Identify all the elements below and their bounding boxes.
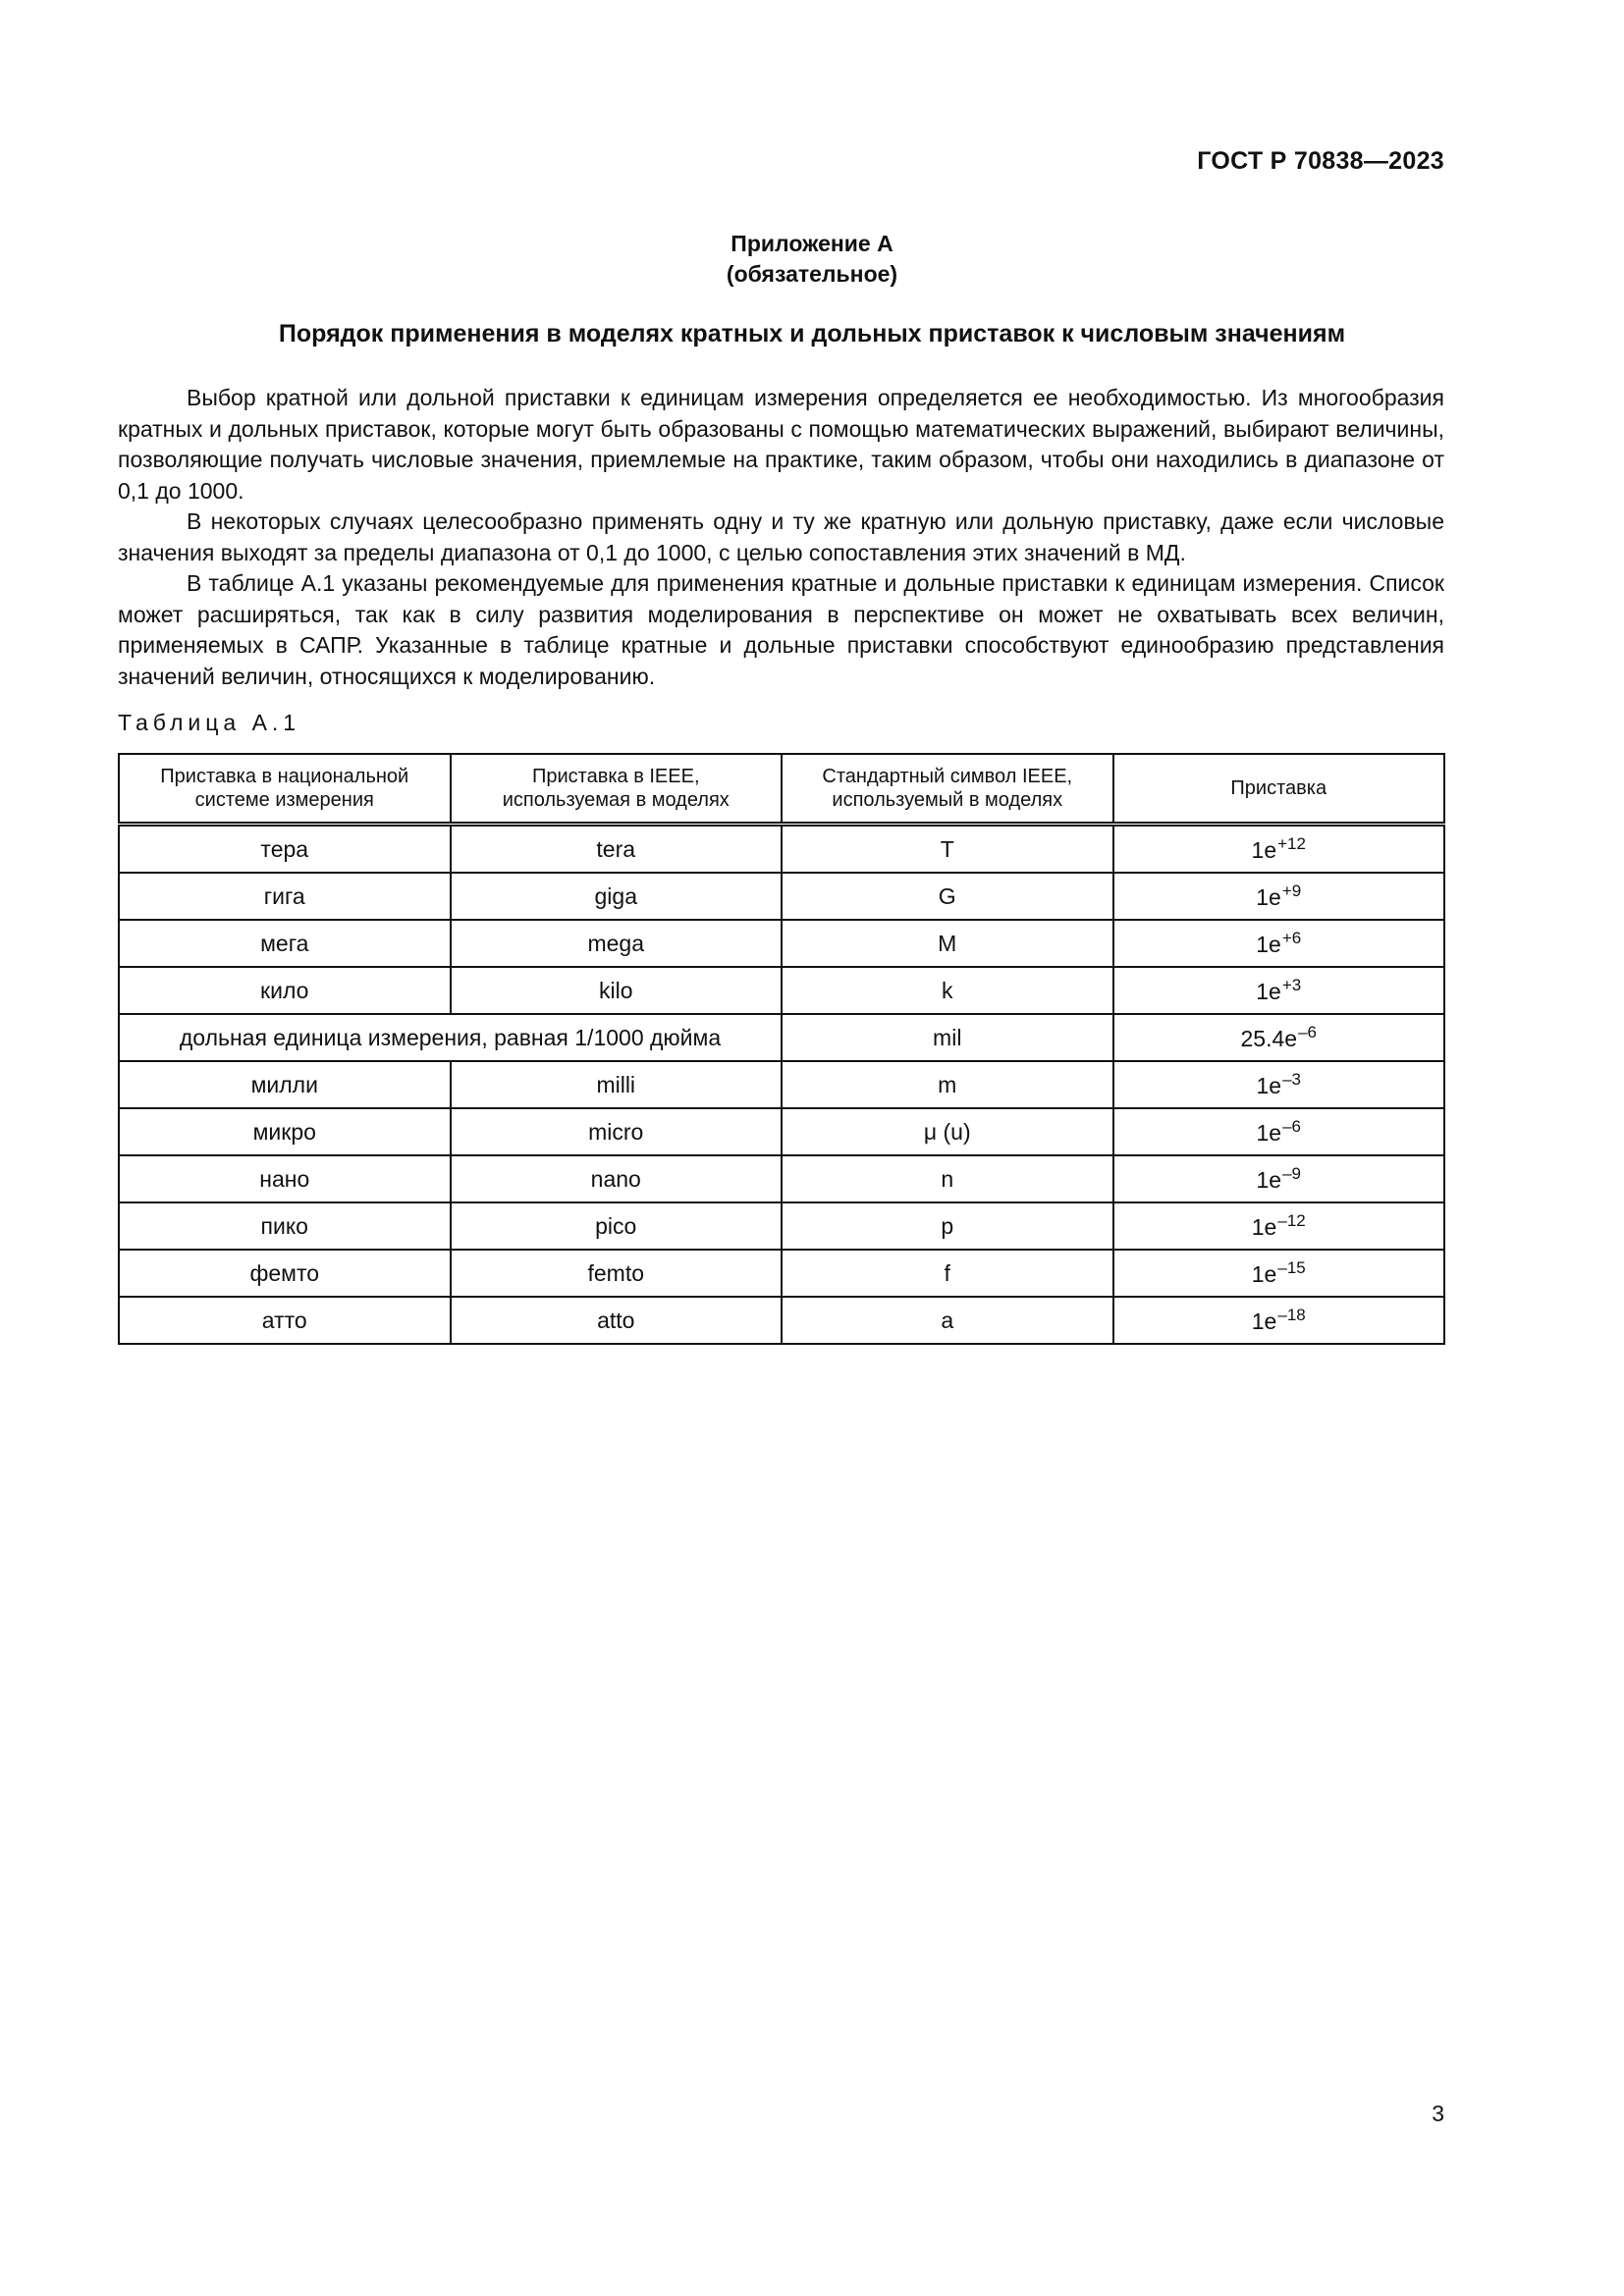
table-row bbox=[119, 920, 1444, 967]
table-row bbox=[119, 1014, 1444, 1061]
exponent: +9 bbox=[1281, 881, 1302, 900]
table-row bbox=[119, 1202, 1444, 1250]
cell-value: 1e–9 bbox=[1113, 1155, 1445, 1202]
exponent: –9 bbox=[1282, 1164, 1301, 1183]
exponent: +6 bbox=[1281, 929, 1302, 947]
table-header-row bbox=[119, 754, 1444, 825]
cell-value: 1e+6 bbox=[1113, 920, 1445, 967]
header-prefix-value: Приставка bbox=[1113, 754, 1445, 825]
cell-value: 1e–6 bbox=[1113, 1108, 1445, 1155]
cell-national: мега bbox=[119, 920, 451, 967]
cell-symbol: f bbox=[782, 1250, 1113, 1297]
cell-value: 1e–18 bbox=[1113, 1297, 1445, 1344]
header-ieee-symbol: Стандартный символ IEEE, используемый в моделях bbox=[782, 754, 1113, 825]
cell-symbol: mil bbox=[782, 1014, 1113, 1061]
cell-national: микро bbox=[119, 1108, 451, 1155]
table-row bbox=[119, 873, 1444, 920]
cell-value: 1e–3 bbox=[1113, 1061, 1445, 1108]
cell-national: кило bbox=[119, 967, 451, 1014]
cell-value: 25.4e–6 bbox=[1113, 1014, 1445, 1061]
table-row bbox=[119, 1108, 1444, 1155]
cell-value: 1e–12 bbox=[1113, 1202, 1445, 1250]
table-row bbox=[119, 1155, 1444, 1202]
cell-value: 1e–15 bbox=[1113, 1250, 1445, 1297]
cell-value: 1e+12 bbox=[1113, 825, 1445, 874]
exponent: –18 bbox=[1277, 1306, 1306, 1324]
cell-ieee: giga bbox=[451, 873, 783, 920]
table-row bbox=[119, 1250, 1444, 1297]
exponent: –6 bbox=[1298, 1023, 1317, 1041]
table-caption: Таблица А.1 bbox=[118, 710, 301, 735]
cell-national: гига bbox=[119, 873, 451, 920]
section-title: Порядок применения в моделях кратных и дольных приставок к числовым значениям bbox=[278, 320, 1346, 347]
document-id: ГОСТ Р 70838—2023 bbox=[1197, 147, 1444, 175]
appendix-status: (обязательное) bbox=[726, 261, 898, 287]
cell-merged-description: дольная единица измерения, равная 1/1000 дюйма bbox=[119, 1014, 782, 1061]
header-national-prefix: Приставка в национальной системе измерения bbox=[119, 754, 451, 825]
page-number: 3 bbox=[1432, 2101, 1444, 2126]
exponent: –12 bbox=[1277, 1211, 1306, 1230]
body-text bbox=[118, 383, 1444, 692]
header-ieee-prefix: Приставка в IEEE, используемая в моделях bbox=[451, 754, 783, 825]
cell-national: нано bbox=[119, 1155, 451, 1202]
appendix-heading bbox=[0, 229, 1624, 290]
table-row bbox=[119, 967, 1444, 1014]
appendix-title: Приложение А bbox=[731, 231, 893, 256]
cell-ieee: micro bbox=[451, 1108, 783, 1155]
paragraph: Выбор кратной или дольной приставки к единицам измерения определяется ее необходимостью. Из многообразия кратных и дольных приставок, которые могут быть образованы с помощью математических выражений, выбирают величины, позволяющие получать числовые значения, приемлемые на практике, таким образом, чтобы они находились в диапазоне от 0,1 до 1000. bbox=[118, 385, 1444, 504]
cell-value: 1e+3 bbox=[1113, 967, 1445, 1014]
cell-symbol: T bbox=[782, 825, 1113, 874]
cell-symbol: μ (u) bbox=[782, 1108, 1113, 1155]
cell-ieee: nano bbox=[451, 1155, 783, 1202]
cell-national: милли bbox=[119, 1061, 451, 1108]
cell-ieee: tera bbox=[451, 825, 783, 874]
table-row bbox=[119, 1297, 1444, 1344]
exponent: +12 bbox=[1277, 834, 1306, 853]
paragraph: В таблице А.1 указаны рекомендуемые для применения кратные и дольные приставки к единицам измерения. Список может расширяться, так как в силу развития моделирования в перспективе он может не охватывать всех величин, применяемых в САПР. Указанные в таблице кратные и дольные приставки способствуют единообразию представления значений величин, относящихся к моделированию. bbox=[118, 570, 1444, 689]
cell-value: 1e+9 bbox=[1113, 873, 1445, 920]
exponent: +3 bbox=[1281, 976, 1302, 994]
cell-ieee: kilo bbox=[451, 967, 783, 1014]
cell-symbol: k bbox=[782, 967, 1113, 1014]
exponent: –6 bbox=[1282, 1117, 1301, 1136]
cell-symbol: m bbox=[782, 1061, 1113, 1108]
cell-symbol: a bbox=[782, 1297, 1113, 1344]
cell-national: пико bbox=[119, 1202, 451, 1250]
cell-ieee: femto bbox=[451, 1250, 783, 1297]
cell-ieee: milli bbox=[451, 1061, 783, 1108]
exponent: –15 bbox=[1277, 1258, 1306, 1277]
cell-symbol: n bbox=[782, 1155, 1113, 1202]
cell-symbol: p bbox=[782, 1202, 1113, 1250]
cell-national: атто bbox=[119, 1297, 451, 1344]
cell-ieee: pico bbox=[451, 1202, 783, 1250]
table-row bbox=[119, 825, 1444, 874]
cell-national: тера bbox=[119, 825, 451, 874]
cell-national: фемто bbox=[119, 1250, 451, 1297]
prefix-table bbox=[118, 753, 1445, 1345]
cell-ieee: mega bbox=[451, 920, 783, 967]
exponent: –3 bbox=[1282, 1070, 1301, 1089]
cell-symbol: G bbox=[782, 873, 1113, 920]
cell-ieee: atto bbox=[451, 1297, 783, 1344]
table-row bbox=[119, 1061, 1444, 1108]
paragraph: В некоторых случаях целесообразно применять одну и ту же кратную или дольную приставку, даже если числовые значения выходят за пределы диапазона от 0,1 до 1000, с целью сопоставления этих значений в МД. bbox=[118, 508, 1444, 565]
cell-symbol: M bbox=[782, 920, 1113, 967]
